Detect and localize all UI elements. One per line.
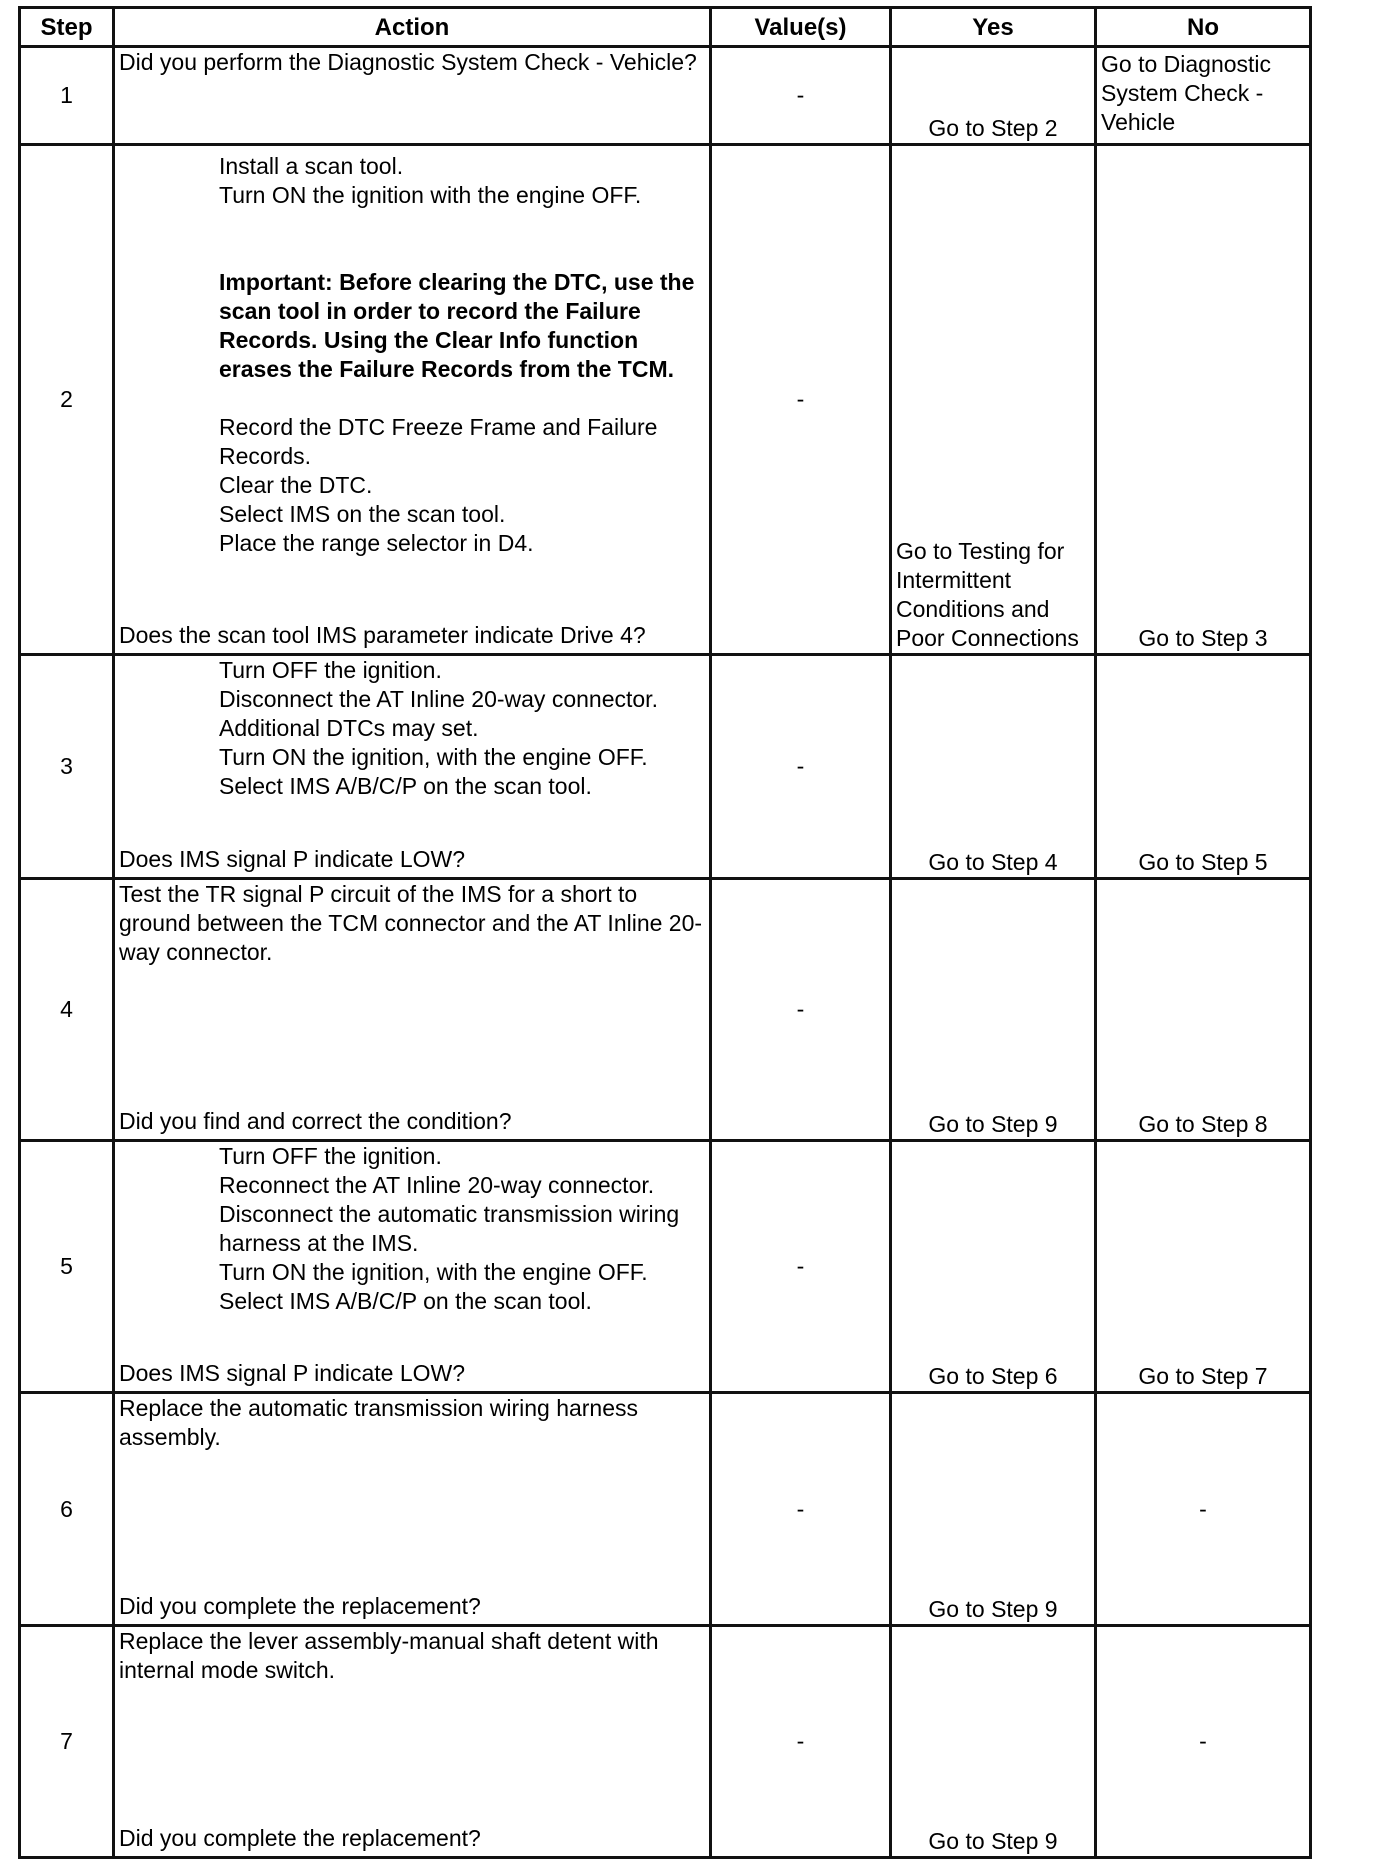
substep: Disconnect the automatic transmission wiring harness at the IMS.: [219, 1201, 680, 1256]
no-cell: Go to Step 5: [1096, 655, 1311, 879]
substep: Turn ON the ignition, with the engine OFF.: [219, 1259, 648, 1285]
yes-cell: Go to Step 9: [891, 879, 1096, 1141]
header-action: Action: [114, 8, 711, 47]
substep: Place the range selector in D4.: [219, 530, 534, 556]
value-cell: -: [711, 1141, 891, 1393]
yes-cell: Go to Step 2: [891, 47, 1096, 145]
value-cell: -: [711, 655, 891, 879]
header-values: Value(s): [711, 8, 891, 47]
action-cell: [114, 879, 711, 1141]
question-text: Does IMS signal P indicate LOW?: [119, 846, 466, 872]
no-cell: Go to Step 8: [1096, 879, 1311, 1141]
action-text: Test the TR signal P circuit of the IMS for a short to ground between the TCM connector and the AT Inline 20-way connector.: [119, 881, 703, 965]
action-text: Did you perform the Diagnostic System Check - Vehicle?: [119, 49, 697, 75]
action-cell: [114, 145, 711, 655]
question-text: Did you complete the replacement?: [119, 1825, 481, 1851]
value-cell: -: [711, 879, 891, 1141]
substep: Select IMS A/B/C/P on the scan tool.: [219, 1288, 592, 1314]
action-cell: [114, 1626, 711, 1858]
table-row: [20, 1393, 1311, 1626]
yes-cell: Go to Step 9: [891, 1393, 1096, 1626]
step-number: 6: [20, 1393, 114, 1626]
step-number: 1: [20, 47, 114, 145]
no-cell: Go to Step 7: [1096, 1141, 1311, 1393]
step-number: 2: [20, 145, 114, 655]
action-cell: [114, 655, 711, 879]
header-row: [20, 8, 1311, 47]
action-cell: [114, 47, 711, 145]
question-text: Does the scan tool IMS parameter indicate Drive 4?: [119, 622, 646, 648]
yes-cell: Go to Testing for Intermittent Conditions and Poor Connections: [891, 145, 1096, 655]
action-cell: [114, 1393, 711, 1626]
step-number: 4: [20, 879, 114, 1141]
value-cell: -: [711, 145, 891, 655]
substep: Turn OFF the ignition.: [219, 657, 442, 683]
action-cell: [114, 1141, 711, 1393]
substep: Select IMS A/B/C/P on the scan tool.: [219, 773, 592, 799]
question-text: Did you find and correct the condition?: [119, 1108, 512, 1134]
step-number: 7: [20, 1626, 114, 1858]
question-text: Did you complete the replacement?: [119, 1593, 481, 1619]
no-cell: Go to Diagnostic System Check - Vehicle: [1096, 47, 1311, 145]
value-cell: -: [711, 1393, 891, 1626]
header-step: Step: [20, 8, 114, 47]
substep: Turn ON the ignition with the engine OFF.: [219, 182, 642, 208]
yes-cell: Go to Step 4: [891, 655, 1096, 879]
action-text: Replace the automatic transmission wiring harness assembly.: [119, 1395, 639, 1450]
step-number: 3: [20, 655, 114, 879]
step-number: 5: [20, 1141, 114, 1393]
substep: Turn OFF the ignition.: [219, 1143, 442, 1169]
header-yes: Yes: [891, 8, 1096, 47]
substep: Reconnect the AT Inline 20-way connector.: [219, 1172, 655, 1198]
table-row: [20, 1626, 1311, 1858]
substep: Disconnect the AT Inline 20-way connector. Additional DTCs may set.: [219, 686, 658, 741]
question-text: Does IMS signal P indicate LOW?: [119, 1360, 466, 1386]
diagnostic-table: [18, 6, 1312, 1859]
table-row: [20, 879, 1311, 1141]
table-row: [20, 1141, 1311, 1393]
value-cell: -: [711, 1626, 891, 1858]
no-cell: Go to Step 3: [1096, 145, 1311, 655]
yes-cell: Go to Step 6: [891, 1141, 1096, 1393]
no-cell: -: [1096, 1626, 1311, 1858]
substep: Install a scan tool.: [219, 153, 404, 179]
table-row: [20, 145, 1311, 655]
table-row: [20, 47, 1311, 145]
yes-cell: Go to Step 9: [891, 1626, 1096, 1858]
substep: Select IMS on the scan tool.: [219, 501, 506, 527]
substep: Clear the DTC.: [219, 472, 373, 498]
table-row: [20, 655, 1311, 879]
header-no: No: [1096, 8, 1311, 47]
action-text: Replace the lever assembly-manual shaft detent with internal mode switch.: [119, 1628, 659, 1683]
substep: Record the DTC Freeze Frame and Failure Records.: [219, 414, 658, 469]
value-cell: -: [711, 47, 891, 145]
no-cell: -: [1096, 1393, 1311, 1626]
important-note: Important: Before clearing the DTC, use the scan tool in order to record the Failure Records. Using the Clear Info function erases the Failure Records from the TCM.: [219, 269, 695, 382]
substep: Turn ON the ignition, with the engine OFF.: [219, 744, 648, 770]
